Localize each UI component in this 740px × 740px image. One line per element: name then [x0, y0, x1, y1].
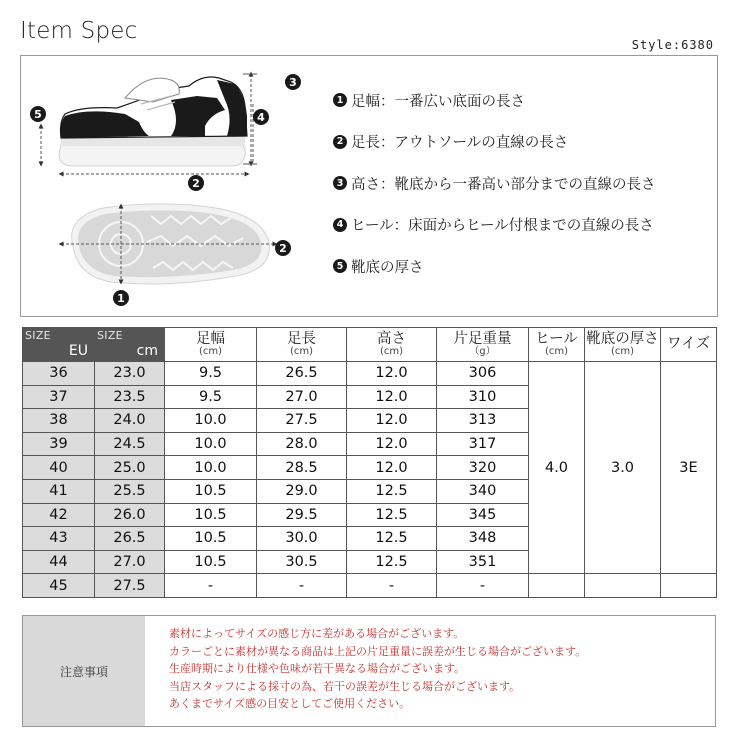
- svg-text:1: 1: [117, 292, 125, 305]
- cell-weight: 317: [437, 432, 529, 456]
- legend-item: [333, 211, 715, 239]
- cell-heel-empty: [529, 574, 585, 598]
- cell-cm: 27.0: [95, 550, 165, 574]
- legend-item: [333, 86, 715, 114]
- cell-cm: 23.0: [95, 362, 165, 386]
- cell-weight: 313: [437, 409, 529, 433]
- svg-text:4: 4: [257, 111, 265, 124]
- cell-cm: 23.5: [95, 385, 165, 409]
- number-badge-icon: 1: [333, 93, 347, 107]
- legend-text: 足長：アウトソールの直線の長さ: [351, 135, 569, 151]
- cell-weight: 340: [437, 479, 529, 503]
- cell-weight: 351: [437, 550, 529, 574]
- cell-heel: 4.0: [529, 362, 585, 574]
- page-title: Item Spec: [20, 18, 138, 44]
- cell-weight: 348: [437, 527, 529, 551]
- cell-length: 28.5: [257, 456, 347, 480]
- cell-eu: 44: [23, 550, 95, 574]
- cell-cm: 25.5: [95, 479, 165, 503]
- marker-1-icon: [113, 290, 129, 306]
- cell-length: -: [257, 574, 347, 598]
- cell-eu: 40: [23, 456, 95, 480]
- table-row: [23, 362, 717, 386]
- table-header-row: [23, 328, 717, 362]
- cell-width: 9.5: [165, 385, 257, 409]
- marker-2a-icon: [188, 175, 204, 191]
- legend-text: 高さ：靴底から一番高い部分までの直線の長さ: [351, 176, 656, 193]
- cell-cm: 27.5: [95, 574, 165, 598]
- cell-length: 30.0: [257, 527, 347, 551]
- cell-length: 29.5: [257, 503, 347, 527]
- size-spec-table: [22, 327, 717, 598]
- note-line: 当店スタッフによる採寸の為、若干の誤差が生じる場合がございます。: [169, 679, 521, 693]
- measurement-figure: [20, 55, 718, 317]
- cell-height: 12.0: [347, 409, 437, 433]
- legend-text: 靴底の厚さ: [351, 259, 424, 276]
- cell-height: -: [347, 574, 437, 598]
- number-badge-icon: 3: [333, 176, 347, 190]
- note-line: 生産時期により仕様や色味が若干異なる場合がございます。: [169, 662, 466, 676]
- legend-text: ヒール：床面からヒール付根までの直線の長さ: [351, 218, 654, 234]
- col-header-sole: 靴底の厚さ (cm): [585, 328, 661, 362]
- svg-text:3: 3: [289, 76, 297, 89]
- cell-wise: 3E: [661, 362, 717, 574]
- marker-2b-icon: [275, 240, 291, 256]
- cell-eu: 39: [23, 432, 95, 456]
- cell-length: 30.5: [257, 550, 347, 574]
- number-badge-icon: 5: [333, 259, 347, 273]
- cell-weight: 306: [437, 362, 529, 386]
- cell-eu: 43: [23, 527, 95, 551]
- notes-label: 注意事項: [23, 616, 145, 726]
- cell-eu: 45: [23, 574, 95, 598]
- cell-sole: 3.0: [585, 362, 661, 574]
- cell-length: 28.0: [257, 432, 347, 456]
- col-header-weight: 片足重量 （g）: [437, 328, 529, 362]
- legend-item: [333, 128, 715, 156]
- cell-height: 12.5: [347, 527, 437, 551]
- cell-width: 10.0: [165, 456, 257, 480]
- cell-height: 12.0: [347, 456, 437, 480]
- cell-length: 26.5: [257, 362, 347, 386]
- col-header-length: 足長 (cm): [257, 328, 347, 362]
- cell-cm: 24.5: [95, 432, 165, 456]
- cell-eu: 41: [23, 479, 95, 503]
- marker-3-icon: [285, 74, 301, 90]
- cell-width: 10.5: [165, 503, 257, 527]
- svg-text:2: 2: [279, 242, 287, 255]
- cell-width: 10.5: [165, 550, 257, 574]
- cell-weight: 345: [437, 503, 529, 527]
- cell-eu: 37: [23, 385, 95, 409]
- notes-list: [145, 616, 586, 726]
- cell-width: 9.5: [165, 362, 257, 386]
- cell-sole-empty: [585, 574, 661, 598]
- cell-height: 12.5: [347, 550, 437, 574]
- cell-cm: 25.0: [95, 456, 165, 480]
- cell-cm: 26.5: [95, 527, 165, 551]
- cell-height: 12.0: [347, 385, 437, 409]
- cell-length: 27.0: [257, 385, 347, 409]
- col-header-heel: ヒール (cm): [529, 328, 585, 362]
- measurement-legend: [333, 86, 715, 294]
- notes-box: [22, 615, 716, 727]
- note-line: あくまでサイズ感の目安としてご使用ください。: [169, 697, 411, 711]
- marker-5-icon: [30, 106, 46, 122]
- cell-wise-empty: [661, 574, 717, 598]
- col-header-width: 足幅 (cm): [165, 328, 257, 362]
- svg-text:5: 5: [34, 108, 42, 121]
- cell-height: 12.5: [347, 479, 437, 503]
- cell-width: 10.0: [165, 409, 257, 433]
- cell-eu: 42: [23, 503, 95, 527]
- note-line: カラーごとに素材が異なる商品は上記の片足重量に誤差が生じる場合がございます。: [169, 644, 587, 658]
- cell-eu: 38: [23, 409, 95, 433]
- legend-item: [333, 252, 715, 280]
- col-header-wise: ワイズ: [661, 328, 717, 362]
- cell-width: 10.0: [165, 432, 257, 456]
- cell-height: 12.0: [347, 362, 437, 386]
- svg-text:2: 2: [192, 177, 200, 190]
- marker-4-icon: [253, 109, 269, 125]
- style-code: Style:6380: [631, 38, 714, 52]
- cell-width: -: [165, 574, 257, 598]
- note-line: 素材によってサイズの感じ方に差がある場合がございます。: [169, 627, 465, 640]
- col-header-height: 高さ (cm): [347, 328, 437, 362]
- cell-cm: 26.0: [95, 503, 165, 527]
- cell-length: 29.0: [257, 479, 347, 503]
- cell-width: 10.5: [165, 479, 257, 503]
- cell-weight: 310: [437, 385, 529, 409]
- cell-length: 27.5: [257, 409, 347, 433]
- cell-height: 12.5: [347, 503, 437, 527]
- sneaker-side-icon: [59, 77, 247, 166]
- cell-width: 10.5: [165, 527, 257, 551]
- cell-weight: 320: [437, 456, 529, 480]
- size-cm-header: SIZE cm: [95, 328, 165, 362]
- cell-weight: -: [437, 574, 529, 598]
- cell-eu: 36: [23, 362, 95, 386]
- number-badge-icon: 2: [333, 135, 347, 149]
- legend-item: [333, 169, 715, 197]
- table-row: [23, 574, 717, 598]
- cell-cm: 24.0: [95, 409, 165, 433]
- size-eu-header: SIZE EU: [23, 328, 95, 362]
- number-badge-icon: 4: [333, 218, 347, 232]
- cell-height: 12.0: [347, 432, 437, 456]
- legend-text: 足幅：一番広い底面の長さ: [351, 93, 525, 110]
